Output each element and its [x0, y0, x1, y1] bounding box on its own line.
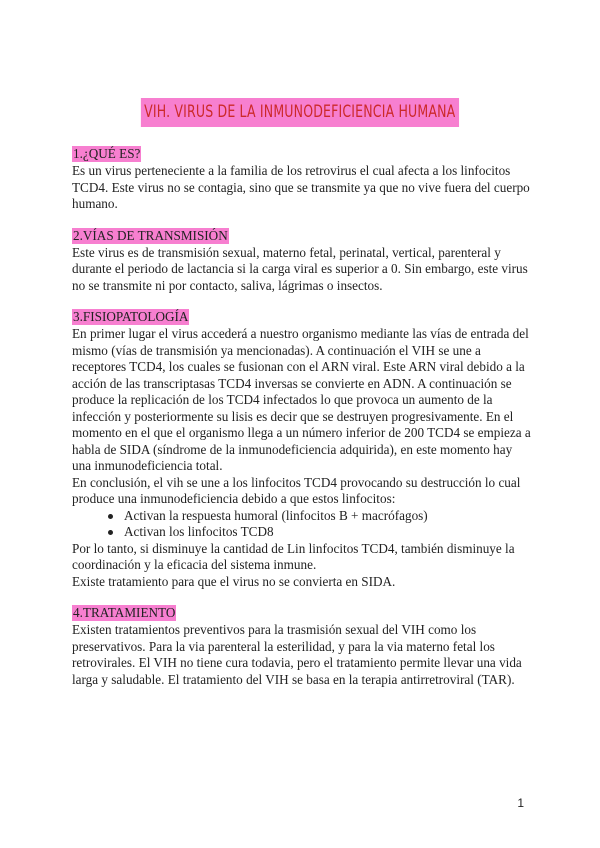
- section-heading: 3.FISIOPATOLOGÍA: [73, 309, 189, 324]
- section-vias-transmision: [72, 228, 532, 295]
- section-heading: 2.VÍAS DE TRANSMISIÓN: [73, 227, 228, 243]
- section-tratamiento: [72, 605, 532, 688]
- section-paragraph: En primer lugar el virus accederá a nuestro organismo mediante las vías de entrada del mismo (vías de transmisión ya mencionadas). A continuación el VIH se une a receptores TCD4, los cuales se fusionan con el ARN viral. Este ARN viral debido a la acción de las transcriptasas TCD4 inversas se convierte en ADN. A continuación se produce la replicación de los TCD4 infectados lo que provoca un aumento de la infección y posteriormente su lisis es decir que se destruyen progresivamente. En el momento en el que el organismo llega a un número inferior de 200 TCD4 se empieza a habla de SIDA (síndrome de la inmunodeficiencia adquirida), en este momento hay una inmunodeficiencia total.: [72, 326, 531, 473]
- section-heading: 1.¿QUÉ ES?: [73, 146, 141, 161]
- list-item: Activan los linfocitos TCD8: [110, 524, 532, 541]
- document-content: [72, 146, 532, 703]
- section-heading: 4.TRATAMIENTO: [73, 605, 176, 620]
- bullet-list: [72, 508, 532, 541]
- section-paragraph: Existen tratamientos preventivos para la trasmisión sexual del VIH como los preservativos. Para la via parenteral la esterilidad, y para la via materno fetal los retrovirales. El VIH no tiene cura todavia, pero el tratamiento permite llevar una vida larga y saludable. El tratamiento del VIH se basa en la terapia antirretroviral (TAR).: [72, 622, 522, 687]
- section-paragraph: Es un virus perteneciente a la familia de los retrovirus el cual afecta a los linfocitos TCD4. Este virus no se contagia, sino que se transmite ya que no vive fuera del cuerpo humano.: [72, 163, 530, 211]
- document-title: VIH. VIRUS DE LA INMUNODEFICIENCIA HUMANA: [141, 98, 459, 127]
- list-item: Activan la respuesta humoral (linfocitos B + macrófagos): [110, 508, 532, 525]
- page-number: 1: [517, 796, 524, 810]
- title-wrapper: [0, 98, 600, 127]
- section-paragraph: Este virus es de transmisión sexual, materno fetal, perinatal, vertical, parenteral y durante el periodo de lactancia si la carga viral es superior a 0. Sin embargo, este virus no se transmite ni por contacto, saliva, lágrimas o insectos.: [72, 244, 528, 293]
- section-paragraph: Existe tratamiento para que el virus no se convierta en SIDA.: [72, 573, 396, 589]
- section-que-es: [72, 146, 532, 213]
- section-fisiopatologia: [72, 309, 532, 590]
- section-paragraph: Por lo tanto, si disminuye la cantidad de Lin linfocitos TCD4, también disminuye la coordinación y la eficacia del sistema inmune.: [72, 540, 515, 572]
- section-paragraph: En conclusión, el vih se une a los linfocitos TCD4 provocando su destrucción lo cual produce una inmunodeficiencia debido a que estos linfocitos:: [72, 474, 521, 506]
